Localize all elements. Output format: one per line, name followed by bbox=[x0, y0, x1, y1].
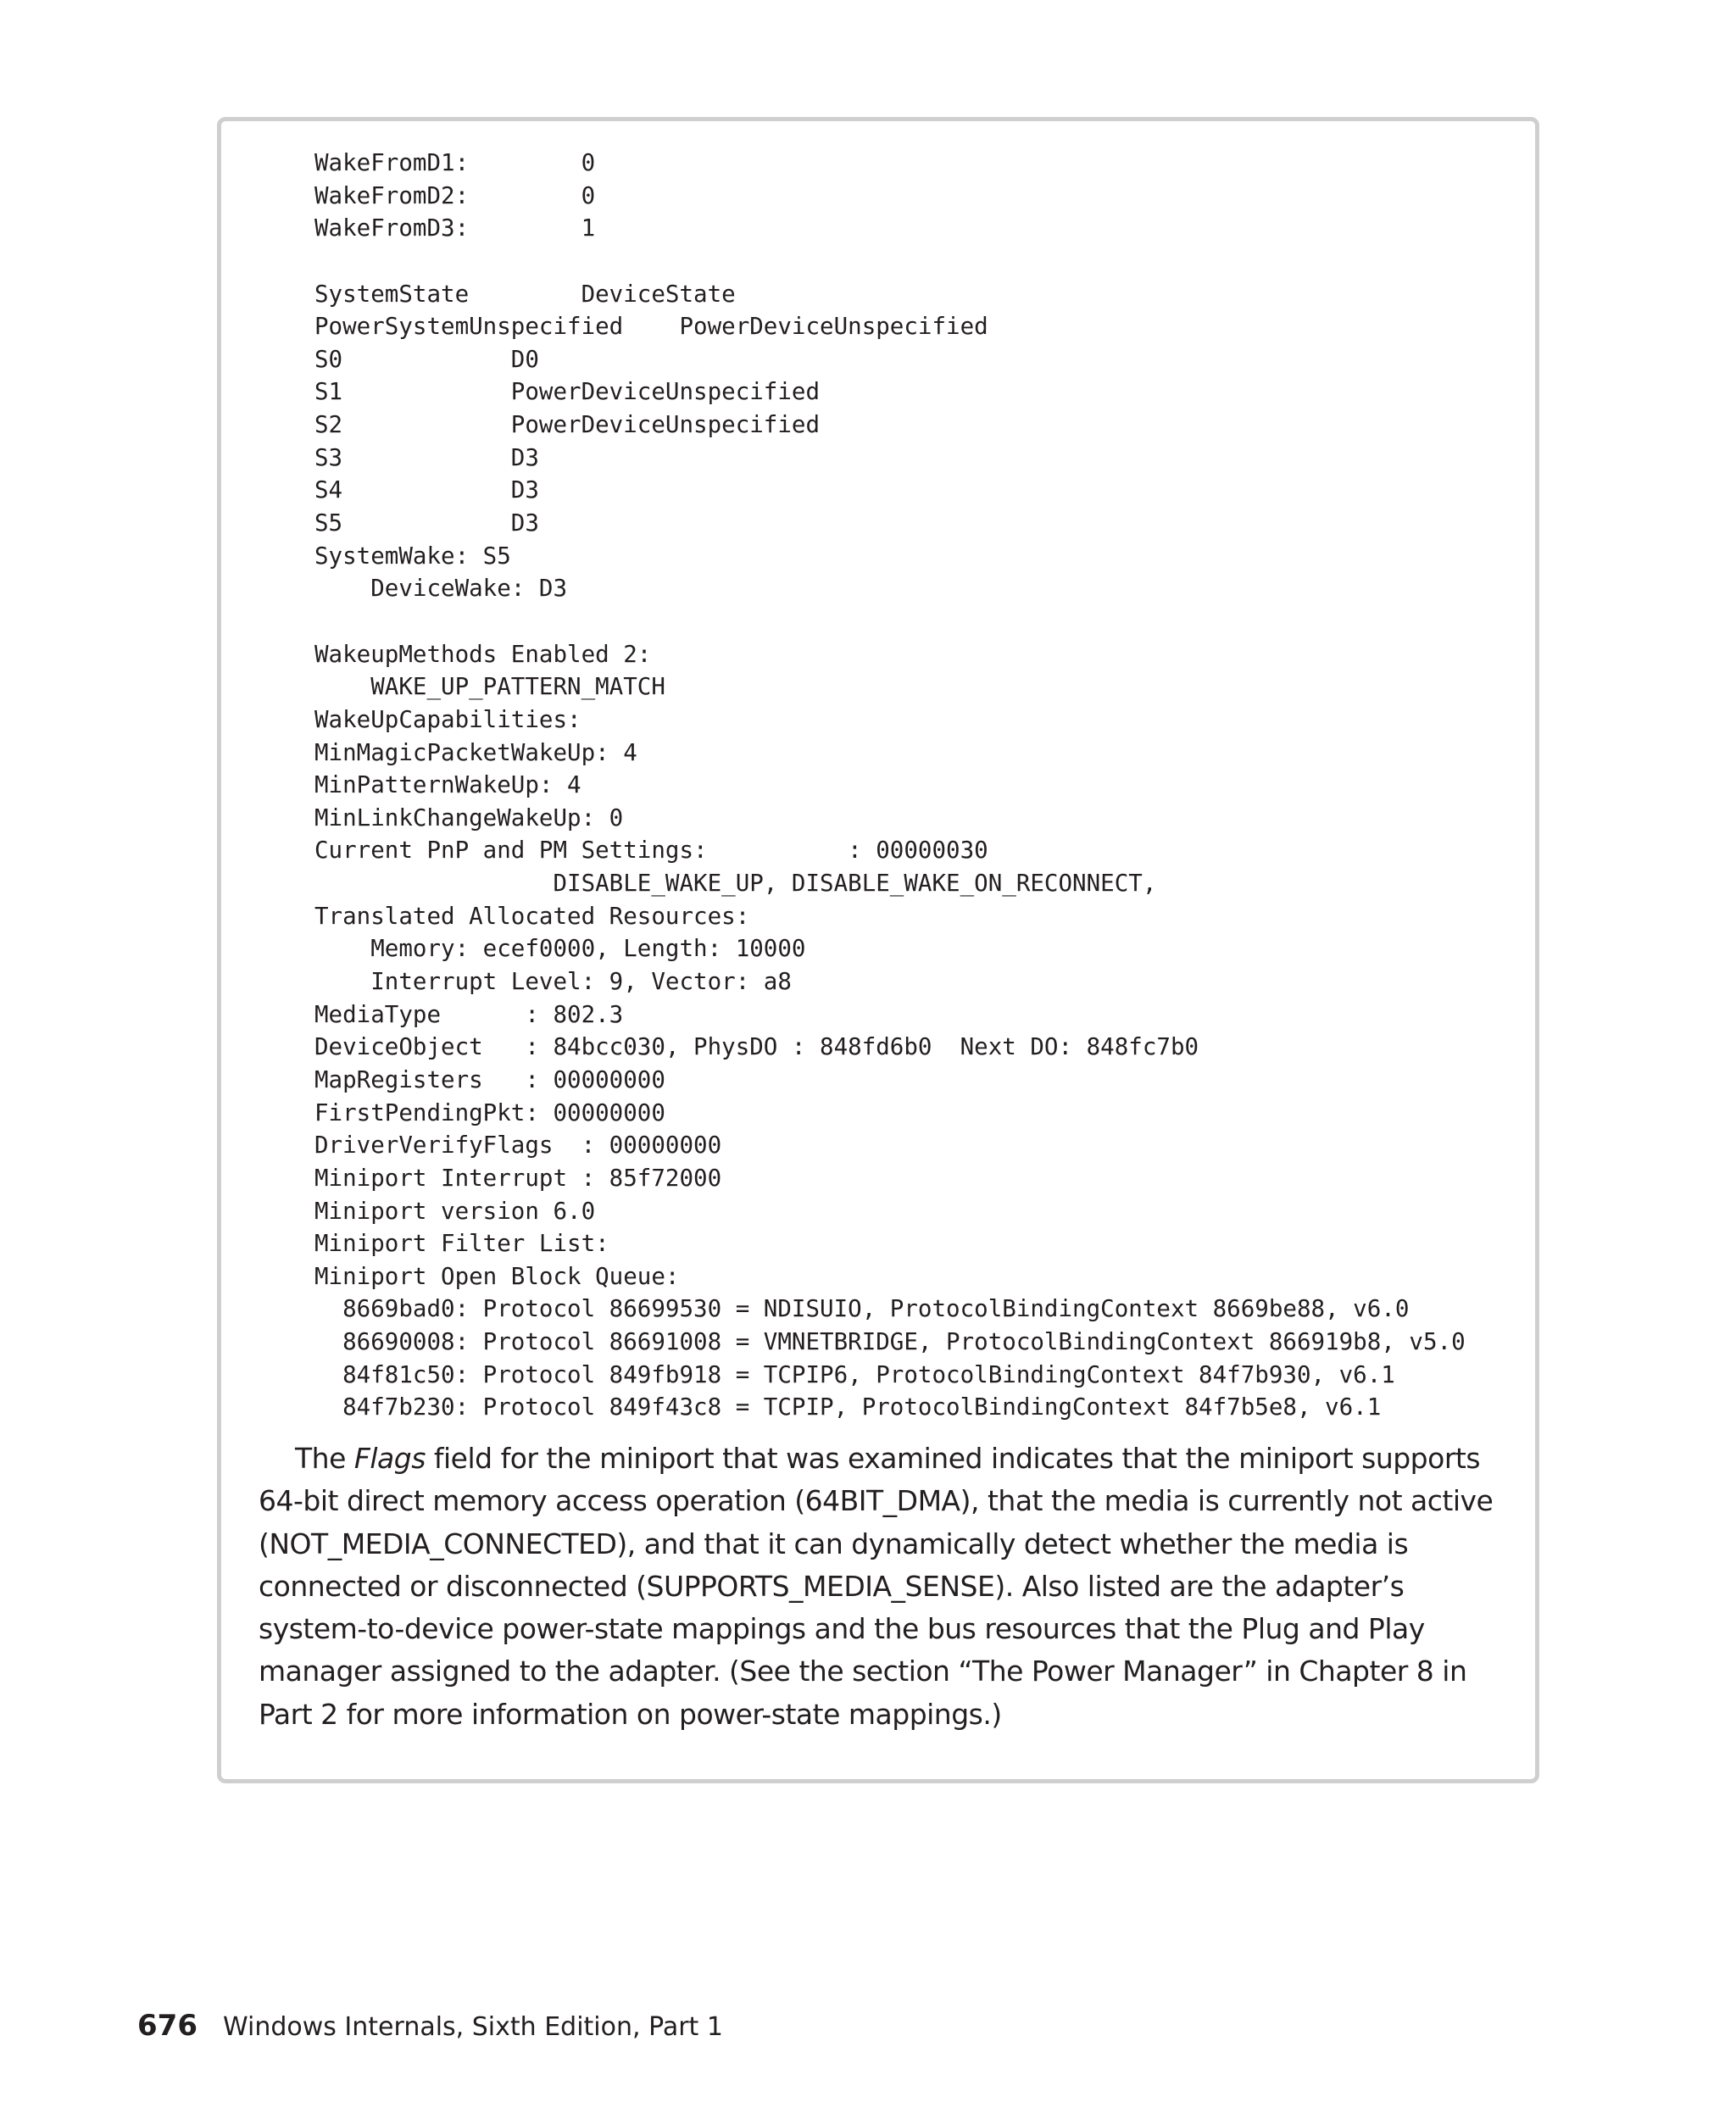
code-line: Interrupt Level: 9, Vector: a8 bbox=[314, 968, 792, 996]
code-line: S4 D3 bbox=[314, 476, 539, 504]
code-line: S5 D3 bbox=[314, 509, 539, 537]
code-line: SystemState DeviceState bbox=[314, 280, 736, 308]
code-line: Memory: ecef0000, Length: 10000 bbox=[314, 935, 806, 963]
code-line: MinLinkChangeWakeUp: 0 bbox=[314, 804, 624, 831]
code-line: Translated Allocated Resources: bbox=[314, 902, 750, 930]
body-paragraph bbox=[259, 1438, 1513, 1736]
code-line: 8669bad0: Protocol 86699530 = NDISUIO, ProtocolBindingContext 8669be88, v6.0 bbox=[314, 1295, 1410, 1323]
code-line: SystemWake: S5 bbox=[314, 542, 511, 570]
code-line: Miniport Filter List: bbox=[314, 1230, 609, 1258]
code-line: MediaType : 802.3 bbox=[314, 1000, 624, 1028]
code-line: DeviceWake: D3 bbox=[314, 575, 568, 603]
code-listing bbox=[314, 147, 1535, 1424]
paragraph-italic-term: Flags bbox=[353, 1442, 426, 1475]
code-line: MinPatternWakeUp: 4 bbox=[314, 771, 581, 799]
page-number: 676 bbox=[137, 2009, 198, 2043]
code-line: DriverVerifyFlags : 00000000 bbox=[314, 1132, 722, 1160]
paragraph-text-rest: field for the miniport that was examined indicates that the miniport supports 64-bit direct memory access operation (64BIT_DMA), that the media is currently not active (NOT_MEDIA_CONNECTED), and that it can dynamically detect whether the media is connected or disconnected (SUPPORTS_MEDIA_SENSE). Also listed are the adapter’s system-to-device power-state mappings and the bus resources that the Plug and Play manager assigned to the adapter. (See the section “The Power Manager” in Chapter 8 in Part 2 for more information on power-state mappings.) bbox=[259, 1442, 1494, 1731]
code-line: Current PnP and PM Settings: : 00000030 bbox=[314, 837, 988, 865]
code-line: DeviceObject : 84bcc030, PhysDO : 848fd6b0 Next DO: 848fc7b0 bbox=[314, 1033, 1199, 1061]
code-line: Miniport version 6.0 bbox=[314, 1197, 596, 1225]
code-line: S1 PowerDeviceUnspecified bbox=[314, 378, 821, 406]
code-line: 86690008: Protocol 86691008 = VMNETBRIDGE, ProtocolBindingContext 866919b8, v5.0 bbox=[314, 1328, 1466, 1356]
code-line: Miniport Open Block Queue: bbox=[314, 1262, 680, 1290]
code-line bbox=[314, 245, 1535, 278]
code-line: Miniport Interrupt : 85f72000 bbox=[314, 1164, 722, 1192]
code-line: S2 PowerDeviceUnspecified bbox=[314, 411, 821, 439]
code-line: WakeUpCapabilities: bbox=[314, 705, 581, 733]
code-line: WakeFromD3: 1 bbox=[314, 214, 596, 242]
code-line: PowerSystemUnspecified PowerDeviceUnspecified bbox=[314, 313, 988, 341]
code-line: WakeFromD2: 0 bbox=[314, 181, 596, 209]
code-line: 84f7b230: Protocol 849f43c8 = TCPIP, ProtocolBindingContext 84f7b5e8, v6.1 bbox=[314, 1393, 1382, 1421]
paragraph-text-start: The bbox=[295, 1442, 354, 1475]
sidebar-box bbox=[217, 117, 1539, 1783]
code-line: DISABLE_WAKE_UP, DISABLE_WAKE_ON_RECONNECT, bbox=[314, 870, 1157, 898]
code-line: WAKE_UP_PATTERN_MATCH bbox=[314, 673, 665, 701]
code-line: MinMagicPacketWakeUp: 4 bbox=[314, 738, 637, 766]
page-footer bbox=[137, 2009, 723, 2051]
code-line bbox=[314, 605, 1535, 638]
code-line: FirstPendingPkt: 00000000 bbox=[314, 1098, 665, 1126]
code-line: 84f81c50: Protocol 849fb918 = TCPIP6, ProtocolBindingContext 84f7b930, v6.1 bbox=[314, 1360, 1395, 1388]
book-title: Windows Internals, Sixth Edition, Part 1 bbox=[222, 2012, 723, 2042]
code-line: WakeupMethods Enabled 2: bbox=[314, 640, 652, 668]
code-line: MapRegisters : 00000000 bbox=[314, 1065, 665, 1093]
code-line: S0 D0 bbox=[314, 345, 539, 373]
code-line: WakeFromD1: 0 bbox=[314, 149, 596, 176]
code-line: S3 D3 bbox=[314, 443, 539, 471]
